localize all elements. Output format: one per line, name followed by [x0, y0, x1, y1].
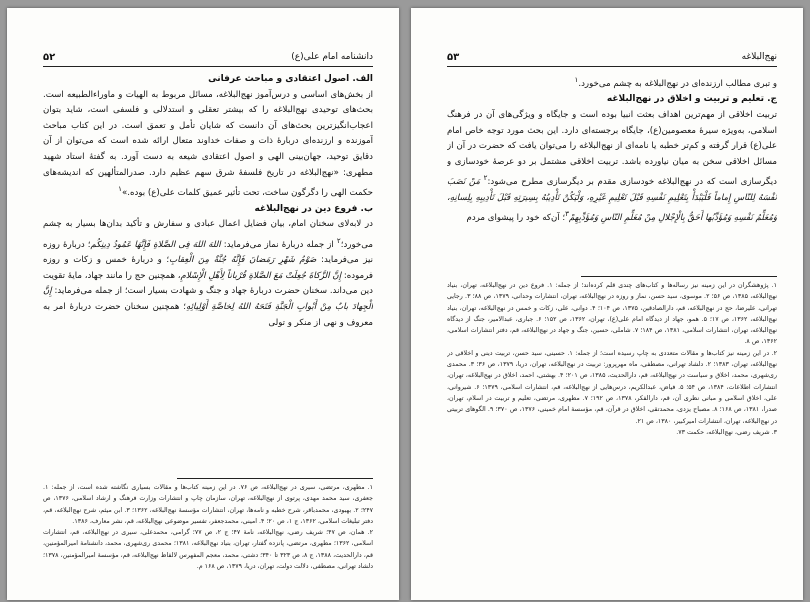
footnote-2: ۲. در این زمینه نیز کتاب‌ها و مقالات متعددی به چاپ رسیده است؛ از جمله: ۱. حسینی، سید حسن، تربیت دینی و اخلاقی در نهج‌البلاغه، تهران، ۱۳۸۳؛ ۲. دلشاد تهرانی، مصطفی، ماه مهرپرور: تربیت در نهج‌البلاغه، تهران، دریا، ۱۳۷۹، ص ۳۶؛ ۳. محمدی ری‌شهری، محمد، اخلاق و سیاست در نهج‌البلاغه، قم، دارالحدیث، ۱۳۸۵، ص ۲۰۱؛ ۴. بهشتی، احمد، اخلاق در نهج‌البلاغه، تهران، انتشارات اطلاعات، ۱۳۸۴، ص ۵۴؛ ۵. فیاض، عبدالکریم، درس‌هایی از نهج‌البلاغه، قم، انتشارات اسلامی، ۱۳۷۹؛ ۶. شیروانی، علی، اخلاق اسلامی و مبانی نظری آن، قم، دارالفکر، ۱۳۷۸، ص ۱۹۲؛ ۷. مطهری، مرتضی، تعلیم و تربیت در اسلام، تهران، صدرا، ۱۳۸۱، ص ۱۶۸؛ ۸. مصباح یزدی، محمدتقی، اخلاق در قرآن، قم، مؤسسهٔ امام خمینی، ۱۳۷۶، ص ۳۷۰؛ ۹. الگوهای تربیتی در نهج‌البلاغه، تهران، انتشارات امیرکبیر، ۱۳۸۰، ص ۲۱. [447, 349, 777, 425]
right-body [447, 72, 777, 272]
paragraph-b-text-4: ؛ و دربارهٔ خمس و زکات و روزه فرموده: [43, 255, 373, 281]
footnote-ref: ۱ [574, 75, 579, 84]
section-heading-c: ج. تعلیم و تربیت و اخلاق در نهج‌البلاغه [606, 94, 777, 105]
left-page [7, 8, 399, 600]
header-rule [447, 66, 777, 67]
header-rule [43, 66, 373, 67]
running-title: دانشنامه امام علی(ع) [291, 52, 373, 62]
paragraph-c [447, 108, 777, 227]
intro-paragraph [447, 72, 777, 92]
footnote-1: ۱. پژوهشگران در این زمینه نیز رساله‌ها و کتاب‌های چندی قلم کرده‌اند؛ از جمله: ۱. فروع دین در نهج‌البلاغه، تهران، بنیاد نهج‌البلاغه، ۱۳۸۵، ص ۵۶؛ ۲. موسوی، سید حسن، نماز و روزه در نهج‌البلاغه، تهران، انتشارات وحدانی، ۱۳۷۹، ص ۸۸؛ ۳. رجایی تهرانی، علیرضا، حج در نهج‌البلاغه، قم، دارالصادقین، ۱۳۷۵، ص ۱۰۴؛ ۴. دوانی، علی، زکات و خمس در نهج‌البلاغه، تهران، بنیاد نهج‌البلاغه، ۱۳۶۲، ص ۱۷؛ ۵. همو، جهاد از دیدگاه امام علی(ع)، تهران، ۱۳۶۲، ص ۱۵۲؛ ۶. جباری، عبدالامیر، جنگ از دیدگاه نهج‌البلاغه، تهران، انتشارات اسلامی، ۱۳۸۱، ص ۱۸۴؛ ۷. شاملی، حسین، جنگ و جهاد در نهج‌البلاغه، قم، دفتر انتشارات اسلامی، ۱۳۶۲، ص ۸. [447, 282, 777, 346]
section-heading-a: الف. اصول اعتقادی و مباحث عرفانی [208, 74, 373, 84]
section-heading-b: ب. فروع دین در نهج‌البلاغه [254, 203, 373, 214]
paragraph-a [43, 88, 373, 202]
paragraph-b-text-6: ؛ همچنین سخنان حضرت دربارهٔ امر به معروف و نهی از منکر و تولی [43, 302, 373, 328]
page-number: ۵۳ [447, 52, 460, 63]
paragraph-b-text-5: ، همچنین حج را مانند جهاد، مایهٔ تقویت دین می‌داند. سخنان حضرت دربارهٔ جهاد و جنگ و شهادت بسیار است؛ از جمله می‌فرماید: [43, 270, 373, 297]
paragraph-c-text-1: تربیت اخلاقی از مهم‌ترین اهداف بعثت انبیا بوده است و جایگاه و ویژگی‌های آن در فرهنگ اسلامی، به‌ویژه سیرهٔ معصومین(ع)، جایگاه برجسته‌ای دارد. این بحث مورد توجه خاص امام علی(ع) قرار گرفته و کم‌تر خطبه یا نامه‌ای از نهج‌البلاغه را می‌توان یافت که حضرت در آن از مسائل اخلاقی سخن به میان نیاورده باشد. تربیت اخلاقی مشتمل بر دو عرصهٔ خودسازی و دیگرسازی است که در نهج‌البلاغه خودسازی مقدم بر دیگرسازی مطرح می‌شود: [447, 110, 777, 188]
footnote-ref: ۱ [118, 184, 122, 194]
arabic-quote: اللهَ اللهَ فِی الصَّلاةِ فَإِنَّهَا عَمُودُ دِینِکُم [90, 239, 221, 250]
paragraph-b-text-1: در لابه‌لای سخنان امام، بیان فضایل اعمال عبادی و سفارش و تأکید بدان‌ها بسیار به چشم می‌خورد؛ [43, 219, 373, 250]
page-number: ۵۲ [43, 52, 56, 63]
footnote-1: ۱. مطهری، مرتضی، سیری در نهج‌البلاغه، ص ۷۶. در این زمینه کتاب‌ها و مقالات بسیاری نگاشته شده است، از جمله: ۱. جعفری، سید محمد مهدی، پرتوی از نهج‌البلاغه، تهران، سازمان چاپ و انتشارات وزارت فرهنگ و ارشاد اسلامی، ۱۳۷۶، ص ۲۴۷؛ ۲. بهبودی، محمدباقر، شرح خطبه و نامه‌ها، تهران، انتشارات مؤسسهٔ نهج‌البلاغه، ۱۳۶۲؛ ۳. ابن میثم، شرح نهج‌البلاغه، قم، دفتر تبلیغات اسلامی، ۱۳۶۲، ج ۱، ص ۲۰؛ ۴. امینی، محمدجعفر، تفسیر موضوعی نهج‌البلاغه، قم، نشر معارف، ۱۳۸۶. [43, 484, 373, 525]
footnote-ref: ۳ [565, 209, 569, 219]
footnote-rule [581, 276, 777, 277]
arabic-quote: إِنَّ الزَّکاةَ جُعِلَتْ مَعَ الصَّلاةِ قُرْباناً لِأَهْلِ الْإِسْلامِ [180, 270, 342, 281]
footnote-2: ۲. همان، ص ۴۷؛ شریف رضی، نهج‌البلاغه، نامهٔ ۴۷؛ ج ۲، ص ۷۷؛ گرامی، محمدعلی، سیری در نهج‌البلاغه، قم، انتشارات اسلامی، ۱۳۶۲؛ مطهری، مرتضی، پانزده گفتار، تهران، بنیاد نهج‌البلاغه، ۱۳۸۱؛ محمدی ری‌شهری، محمد، دانشنامهٔ امیرالمؤمنین، قم، دارالحدیث، ۱۳۸۸، ج ۸، ص ۳۲۳ تا ۳۴۰؛ دشتی، محمد، معجم المفهرس لالفاظ نهج‌البلاغه، قم، مؤسسهٔ امیرالمؤمنین، ۱۳۷۸؛ دلشاد تهرانی، مصطفی، دلالت دولت، تهران، دریا، ۱۳۷۹، ص ۱۶۸ م. [43, 529, 373, 571]
footnote-ref: ۲ [483, 173, 488, 183]
paragraph-a-text: از بخش‌های اساسی و درس‌آموز نهج‌البلاغه، مسائل مربوط به الهیات و ماوراءالطبیعه است. بحث‌های توحیدی نهج‌البلاغه را که بیشتر تعقلی و استدلالی و فلسفی است، شاید بتوان اعجاب‌انگیزترین بحث‌های آن دانست که شایان تأمل و تعمق است. در این کتاب مباحث آموزنده و ارزنده‌ای دربارهٔ ذات و صفات خداوند متعال ارائه شده است که می‌توان از آن دقایق توحید، جهان‌بینی الهی و اصول اعتقادی شیعه به دست آورد. به گفتهٔ استاد شهید مطهری: «نهج‌البلاغه در تاریخ فلسفهٔ شرق سهم عظیم دارد. صدرالمتألهین که اندیشه‌های حکمت الهی را دگرگون ساخت، تحت تأثیر عمیق کلمات علی(ع) بوده.» [43, 89, 373, 199]
right-footnotes [447, 280, 777, 584]
intro-text: و تبری مطالب ارزنده‌ای در نهج‌البلاغه به چشم می‌خورد. [578, 78, 777, 89]
arabic-quote: إِنَّ الْجِهادَ بابٌ مِنْ أَبْوابِ الْجَنَّةِ فَتَحَهُ اللهُ لِخاصَّةِ أَوْلِیائِهِ [43, 286, 373, 313]
paragraph-b-text-2: از جمله دربارهٔ نماز می‌فرماید: [223, 239, 334, 250]
left-body [43, 72, 373, 472]
arabic-quote: صَوْمُ شَهْرِ رَمَضانَ فَإِنَّهُ جُنَّةٌ مِنَ الْعِقابِ [169, 255, 317, 266]
paragraph-b [43, 217, 373, 331]
paragraph-c-text-2: ؛ آن‌که خود را پیشوای مردم [466, 213, 566, 224]
left-footnotes [43, 482, 373, 594]
footnote-rule [177, 478, 373, 479]
footnote-3: ۳. شریف رضی، نهج‌البلاغه، حکمت ۷۳. [676, 428, 777, 436]
paragraph-b-text-3: ؛ دربارهٔ روزه نیز می‌فرماید: [43, 239, 373, 266]
right-page [411, 8, 803, 600]
running-title: نهج‌البلاغه [741, 52, 777, 62]
arabic-quote: مَنْ نَصَبَ نَفْسَهُ لِلنّاسِ إِماماً فَلْیَبْدَأْ بِتَعْلِیمِ نَفْسِهِ قَبْلَ تَعْلِیمِ غَیْرِهِ، وَلْیَکُنْ تَأْدِیبُهُ بِسِیرَتِهِ قَبْلَ تَأْدِیبِهِ بِلِسانِهِ، وَمُعَلِّمُ نَفْسِهِ وَمُؤَدِّبُها أَحَقُّ بِالْإِجْلالِ مِنْ مُعَلِّمِ النّاسِ وَمُؤَدِّبِهِمْ [447, 177, 777, 224]
footnote-ref: ۲ [336, 235, 341, 245]
